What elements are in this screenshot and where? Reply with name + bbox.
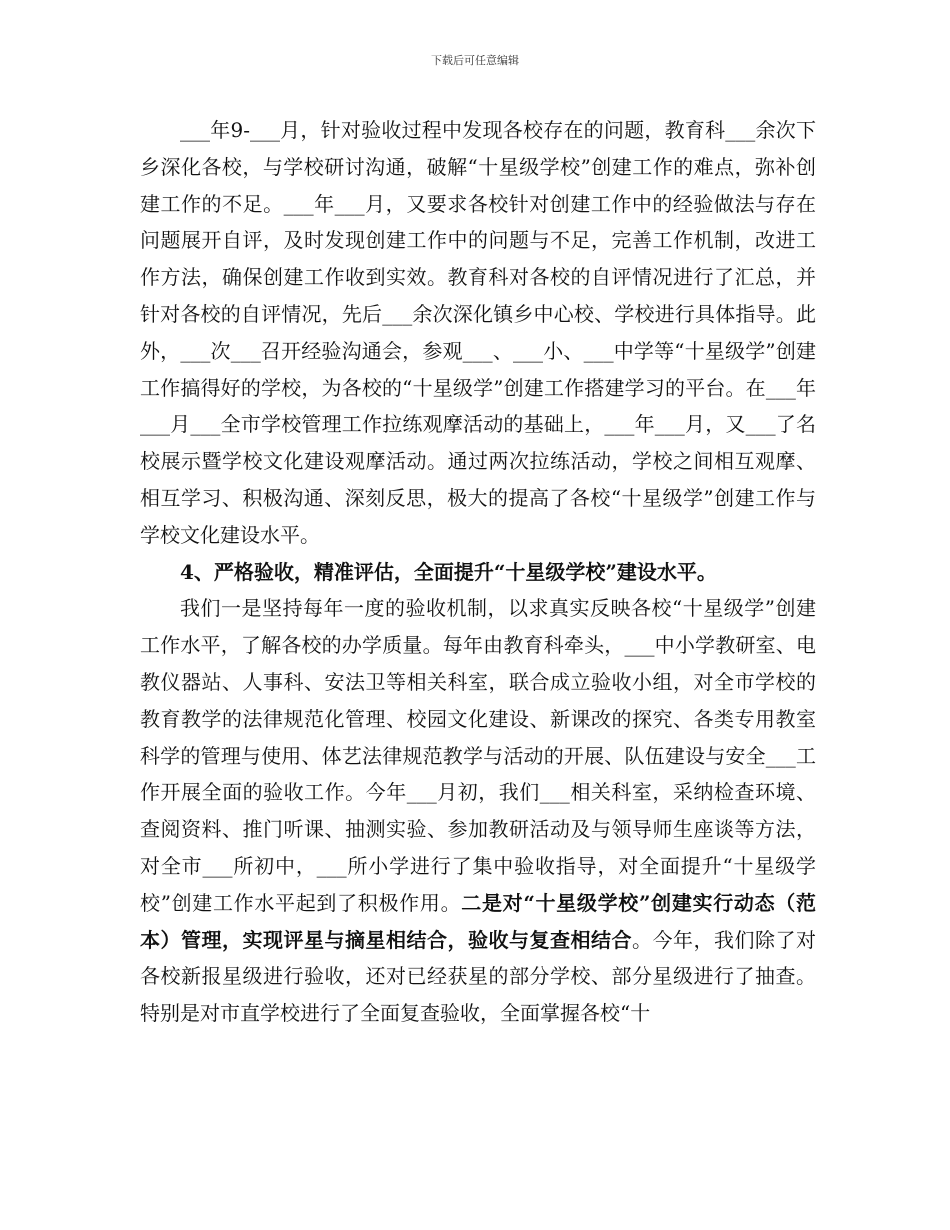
paragraph-2-text: 我们一是坚持每年一度的验收机制，以求真实反映各校“十星级学”创建工作水平，了解各校的办学质量。每年由教育科牵头，___中小学教研室、电教仪器站、人事科、安法卫等相关科室，联合成立验收小组，对全市学校的教育教学的法律规范化管理、校园文化建设、新课改的探究、各类专用教室科学的管理与使用、体艺法律规范教学与活动的开展、队伍建设与安全___工作开展全面的验收工作。今年___月初，我们___相关科室，采纳检查环境、查阅资料、推门听课、抽测实验、参加教研活动及与领导师生座谈等方法，对全市___所初中，___所小学进行了集中验收指导，对全面提升“十星级学校”创建工作水平起到了积极作用。: [140, 596, 816, 915]
paragraph-1: ___年9-___月，针对验收过程中发现各校存在的问题，教育科___余次下乡深化各校，与学校研讨沟通，破解“十星级学校”创建工作的难点，弥补创建工作的不足。___年___月，又要求各校针对创建工作中的经验做法与存在问题展开自评，及时发现创建工作中的问题与不足，完善工作机制，改进工作方法，确保创建工作收到实效。教育科对各校的自评情况进行了汇总，并针对各校的自评情况，先后___余次深化镇乡中心校、学校进行具体指导。此外，___次___召开经验沟通会，参观___、___小、___中学等“十星级学”创建工作搞得好的学校，为各校的“十星级学”创建工作搭建学习的平台。在___年___月___全市学校管理工作拉练观摩活动的基础上，___年___月，又___了名校展示暨学校文化建设观摩活动。通过两次拉练活动，学校之间相互观摩、相互学习、积极沟通、深刻反思，极大的提高了各校“十星级学”创建工作与学校文化建设水平。: [140, 118, 816, 547]
paragraph-2-bold-text: 二是对“十星级学校”创建实行动态（范本）管理，实现评星与摘星相结合，验收与复查相结合: [140, 890, 816, 952]
paragraph-2: [140, 590, 816, 1032]
section-heading-4: 4、严格验收，精准评估，全面提升“十星级学校”建设水平。: [180, 559, 717, 584]
paragraph-2-text-end: 。今年，我们除了对各校新报星级进行验收，还对已经获星的部分学校、部分星级进行了抽查。特别是对市直学校进行了全面复查验收，全面掌握各校“十: [140, 927, 816, 1026]
page-header: 下载后可任意编辑: [431, 54, 519, 67]
document-body: [140, 112, 816, 1032]
